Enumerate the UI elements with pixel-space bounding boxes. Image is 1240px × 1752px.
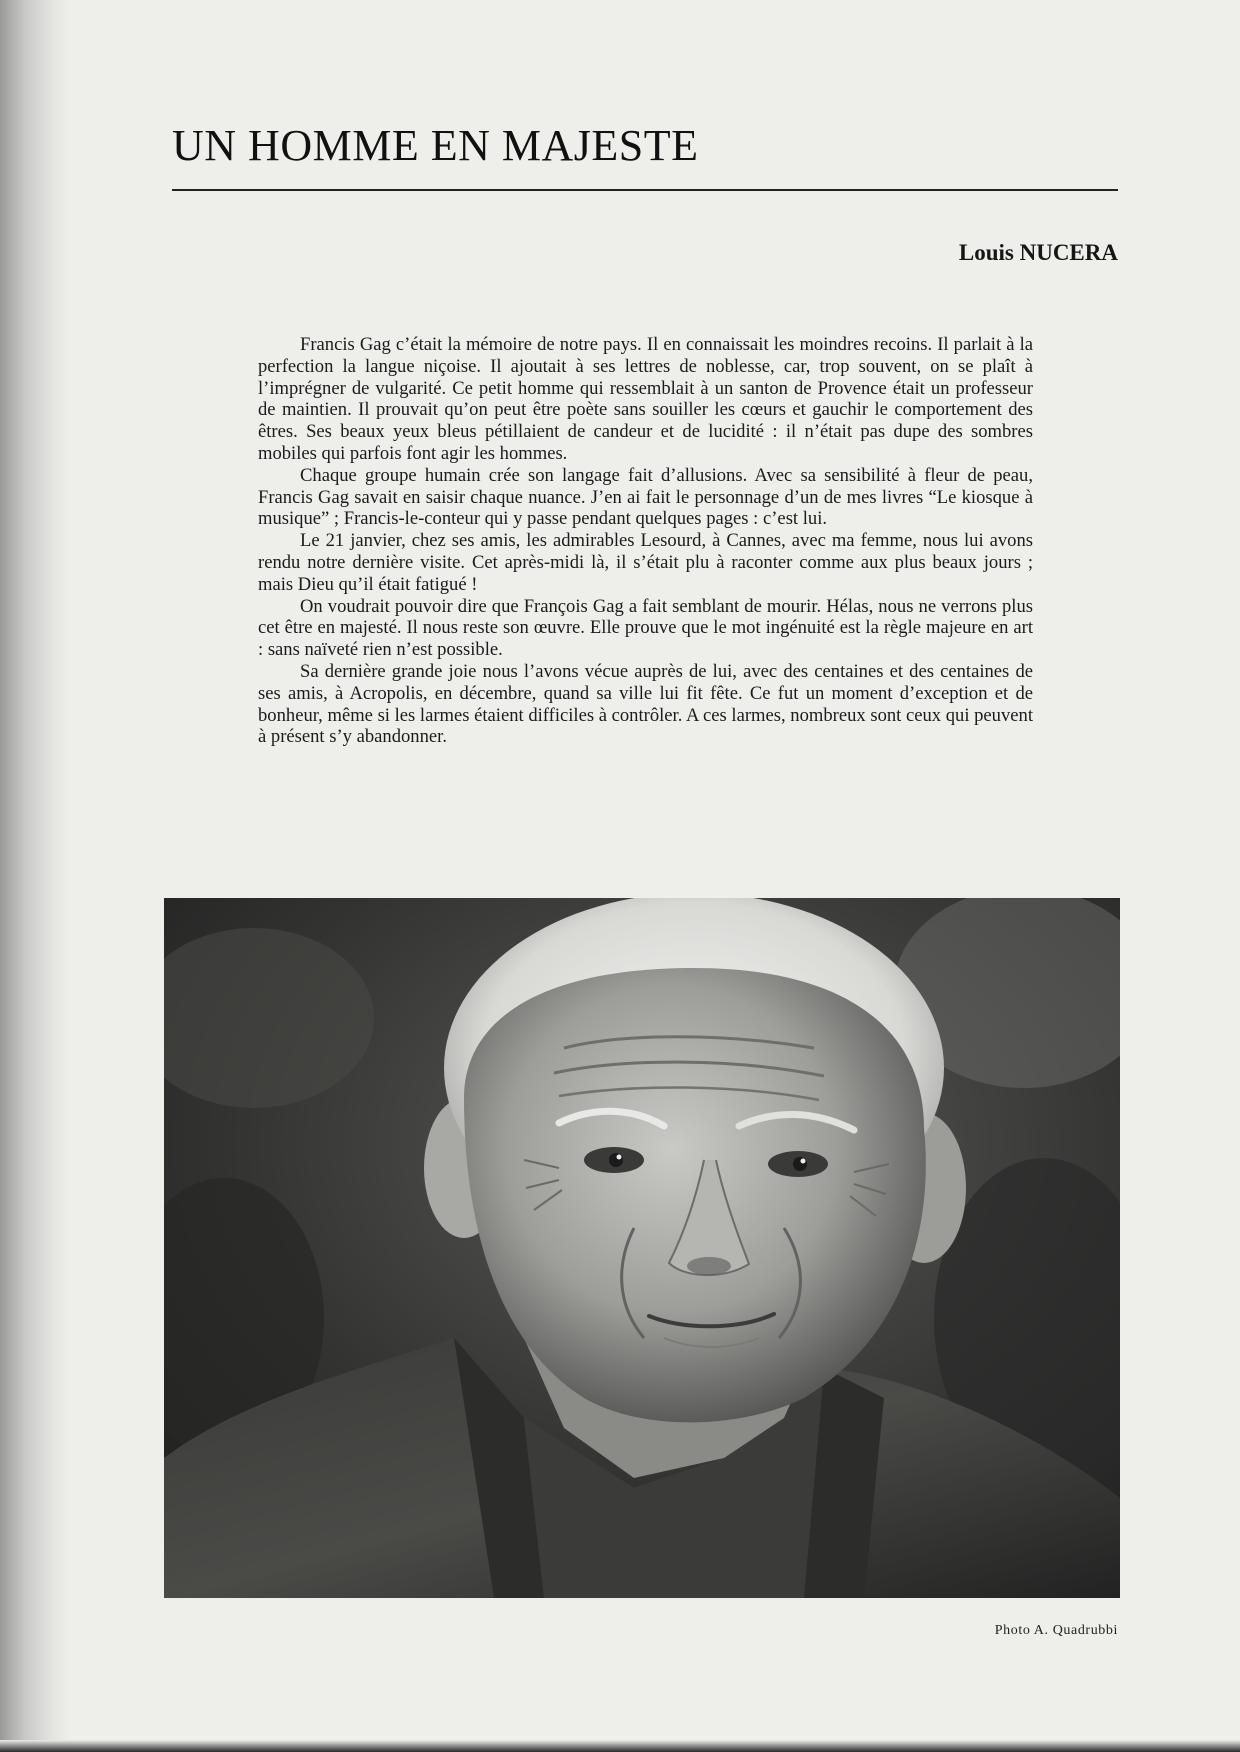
article-paragraph: Sa dernière grande joie nous l’avons vécue auprès de lui, avec des centaines et des centaines de ses amis, à Acropolis, en décembre, quand sa ville lui fit fête. Ce fut un moment d’exception et de bonheur, même si les larmes étaient difficiles à contrôler. A ces larmes, nombreux sont ceux qui peuvent à présent s’y abandonner. (258, 660, 1033, 748)
article-paragraph: On voudrait pouvoir dire que François Gag a fait semblant de mourir. Hélas, nous ne verrons plus cet être en majesté. Il nous reste son œuvre. Elle prouve que le mot ingénuité est la règle majeure en art : sans naïveté rien n’est possible. (258, 595, 1033, 661)
portrait-illustration (164, 898, 1120, 1598)
photo-credit: Photo A. Quadrubbi (994, 1623, 1118, 1638)
binding-shadow (0, 0, 70, 1752)
scan-bottom-edge (0, 1740, 1240, 1752)
author-name: Louis NUCERA (958, 240, 1118, 265)
article-paragraph: Le 21 janvier, chez ses amis, les admirables Lesourd, à Cannes, avec ma femme, nous lui avons rendu notre dernière visite. Cet après-midi là, il s’était plu à raconter comme aux plus beaux jours ; mais Dieu qu’il était fatigué ! (258, 530, 1033, 595)
portrait-photo (164, 898, 1120, 1598)
article-body (258, 334, 1033, 748)
title-divider (172, 189, 1118, 191)
article-paragraph: Francis Gag c’était la mémoire de notre pays. Il en connaissait les moindres recoins. Il parlait à la perfection la langue niçoise. Il ajoutait à ses lettres de noblesse, car, trop souvent, on se plaît à l’imprégner de vulgarité. Ce petit homme qui ressemblait à un santon de Provence était un professeur de maintien. Il prouvait qu’on peut être poète sans souiller les cœurs et gauchir le comportement des êtres. Ses beaux yeux bleus pétillaient de candeur et de lucidité : il n’était pas dupe des sombres mobiles qui parfois font agir les hommes. (258, 334, 1033, 464)
page-title: UN HOMME EN MAJESTE (172, 121, 699, 170)
article-paragraph: Chaque groupe humain crée son langage fait d’allusions. Avec sa sensibilité à fleur de peau, Francis Gag savait en saisir chaque nuance. J’en ai fait le personnage d’un de mes livres “Le kiosque à musique” ; Francis-le-conteur qui y passe pendant quelques pages : c’est lui. (258, 464, 1033, 530)
